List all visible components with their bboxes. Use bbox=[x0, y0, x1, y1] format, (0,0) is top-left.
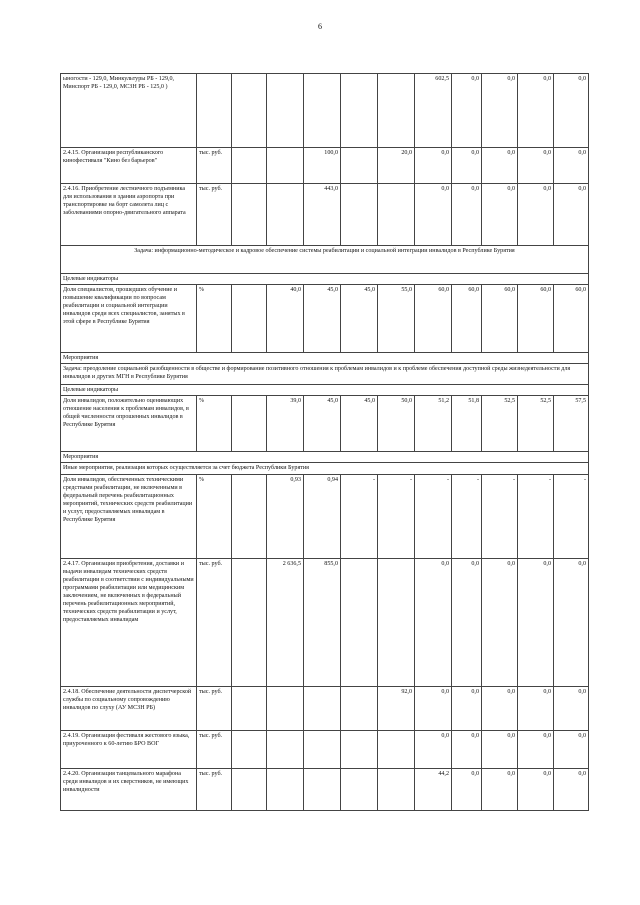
value-cell bbox=[341, 184, 378, 246]
value-cell: 45,0 bbox=[304, 285, 341, 353]
value-cell: 0,0 bbox=[452, 687, 482, 731]
table-row bbox=[61, 396, 589, 452]
value-cell bbox=[341, 559, 378, 687]
value-cell: 0,0 bbox=[452, 184, 482, 246]
value-cell bbox=[304, 74, 341, 148]
value-cell: 0,0 bbox=[415, 148, 452, 184]
value-cell: 0,0 bbox=[415, 184, 452, 246]
value-cell: 0,0 bbox=[452, 74, 482, 148]
row-unit: тыс. руб. bbox=[197, 769, 232, 811]
empty-cell bbox=[232, 396, 267, 452]
value-cell bbox=[378, 769, 415, 811]
empty-cell bbox=[232, 285, 267, 353]
value-cell: 0,0 bbox=[554, 184, 589, 246]
value-cell bbox=[341, 769, 378, 811]
value-cell: 0,0 bbox=[518, 148, 554, 184]
value-cell: 0,0 bbox=[415, 731, 452, 769]
value-cell bbox=[267, 148, 304, 184]
value-cell: 45,0 bbox=[341, 285, 378, 353]
value-cell: 52,5 bbox=[518, 396, 554, 452]
table-row bbox=[61, 285, 589, 353]
value-cell: - bbox=[518, 475, 554, 559]
value-cell bbox=[267, 687, 304, 731]
row-unit: тыс. руб. bbox=[197, 687, 232, 731]
value-cell bbox=[341, 74, 378, 148]
section-row bbox=[61, 364, 589, 385]
value-cell: 60,0 bbox=[554, 285, 589, 353]
value-cell: 2 636,5 bbox=[267, 559, 304, 687]
value-cell bbox=[378, 184, 415, 246]
value-cell: 602,5 bbox=[415, 74, 452, 148]
row-unit bbox=[197, 74, 232, 148]
value-cell: - bbox=[415, 475, 452, 559]
value-cell: 45,0 bbox=[304, 396, 341, 452]
value-cell bbox=[304, 769, 341, 811]
value-cell bbox=[378, 559, 415, 687]
value-cell bbox=[378, 74, 415, 148]
row-name: 2.4.18. Обеспечение деятельности диспетчерской службы по социальному сопровождению инвалидов по слуху (АУ МСЗН РБ) bbox=[61, 687, 197, 731]
table-row bbox=[61, 74, 589, 148]
value-cell: 40,0 bbox=[267, 285, 304, 353]
section-heading: Мероприятия bbox=[61, 353, 589, 364]
value-cell bbox=[304, 731, 341, 769]
empty-cell bbox=[232, 184, 267, 246]
row-unit: тыс. руб. bbox=[197, 559, 232, 687]
value-cell: 0,0 bbox=[482, 184, 518, 246]
row-name: Доля специалистов, прошедших обучение и повышение квалификации по вопросам реабилитации и социальной интеграции инвалидов среди всех специалистов, занятых в этой сфере в Республике Бурятия bbox=[61, 285, 197, 353]
value-cell: - bbox=[378, 475, 415, 559]
row-name: 2.4.19. Организация фестиваля жестового языка, приуроченного к 60-летию БРО ВОГ bbox=[61, 731, 197, 769]
empty-cell bbox=[232, 148, 267, 184]
value-cell bbox=[341, 731, 378, 769]
value-cell bbox=[267, 731, 304, 769]
section-heading: Мероприятия bbox=[61, 452, 589, 463]
value-cell: 52,5 bbox=[482, 396, 518, 452]
value-cell bbox=[304, 687, 341, 731]
value-cell: 0,0 bbox=[518, 184, 554, 246]
table-row bbox=[61, 184, 589, 246]
value-cell: 0,0 bbox=[554, 687, 589, 731]
value-cell: 57,5 bbox=[554, 396, 589, 452]
value-cell: 60,0 bbox=[415, 285, 452, 353]
value-cell: 0,0 bbox=[482, 74, 518, 148]
section-row bbox=[61, 452, 589, 463]
page-number: 6 bbox=[318, 22, 322, 31]
row-name: 2.4.16. Приобретение лестничного подъемника для использования в здании аэропорта при транспортировке на борт самолета лиц с заболеваниями опорно-двигательного аппарата bbox=[61, 184, 197, 246]
value-cell: 60,0 bbox=[452, 285, 482, 353]
value-cell: 0,0 bbox=[518, 74, 554, 148]
section-row bbox=[61, 463, 589, 475]
section-row bbox=[61, 246, 589, 274]
row-unit: % bbox=[197, 396, 232, 452]
value-cell: 0,0 bbox=[554, 559, 589, 687]
value-cell: 39,0 bbox=[267, 396, 304, 452]
value-cell: 92,0 bbox=[378, 687, 415, 731]
empty-cell bbox=[232, 687, 267, 731]
value-cell: 0,0 bbox=[452, 731, 482, 769]
row-unit: % bbox=[197, 475, 232, 559]
value-cell: 45,0 bbox=[341, 396, 378, 452]
section-heading: Задача: преодоление социальной разобщенности в обществе и формирование позитивного отношения к проблемам инвалидов и к проблеме обеспечения доступной среды жизнедеятельности для инвалидов и других МГН в Республике Бурятия bbox=[61, 364, 589, 385]
table-body bbox=[61, 74, 589, 811]
value-cell: 51,2 bbox=[415, 396, 452, 452]
value-cell: 0,0 bbox=[518, 731, 554, 769]
value-cell: 443,0 bbox=[304, 184, 341, 246]
section-row bbox=[61, 274, 589, 285]
value-cell: 44,2 bbox=[415, 769, 452, 811]
value-cell: 60,0 bbox=[518, 285, 554, 353]
row-unit: тыс. руб. bbox=[197, 184, 232, 246]
value-cell: 0,0 bbox=[482, 148, 518, 184]
value-cell bbox=[267, 74, 304, 148]
value-cell: - bbox=[554, 475, 589, 559]
value-cell: - bbox=[452, 475, 482, 559]
empty-cell bbox=[232, 769, 267, 811]
value-cell: 855,0 bbox=[304, 559, 341, 687]
value-cell: 50,0 bbox=[378, 396, 415, 452]
empty-cell bbox=[232, 559, 267, 687]
table-row bbox=[61, 769, 589, 811]
value-cell: 51,8 bbox=[452, 396, 482, 452]
value-cell: 0,0 bbox=[554, 148, 589, 184]
section-heading: Задача: информационно-методическое и кадровое обеспечение системы реабилитации и социальной интеграции инвалидов в Республике Бурятия bbox=[61, 246, 589, 274]
row-name: 2.4.20. Организация танцевального марафона среди инвалидов и их сверстников, не имеющих инвалидности bbox=[61, 769, 197, 811]
value-cell bbox=[378, 731, 415, 769]
table-row bbox=[61, 148, 589, 184]
value-cell: 0,0 bbox=[482, 687, 518, 731]
empty-cell bbox=[232, 731, 267, 769]
empty-cell bbox=[232, 475, 267, 559]
table-row bbox=[61, 687, 589, 731]
value-cell: - bbox=[482, 475, 518, 559]
value-cell: 0,0 bbox=[554, 769, 589, 811]
row-name: 2.4.17. Организация приобретения, доставки и выдачи инвалидам технических средств реабилитации в соответствии с индивидуальными программами реабилитации или медицинским заключением, не включенных в федеральный перечень реабилитационных мероприятий, технических средств реабилитации и услут, предоставляемых инвалидам bbox=[61, 559, 197, 687]
row-name: ыногости - 129,0, Минкультуры РБ - 129,0, Минспорт РБ - 129,0, МСЗН РБ - 125,0 ) bbox=[61, 74, 197, 148]
row-unit: тыс. руб. bbox=[197, 148, 232, 184]
value-cell: 0,0 bbox=[415, 559, 452, 687]
table-row bbox=[61, 559, 589, 687]
value-cell: 0,0 bbox=[554, 731, 589, 769]
value-cell bbox=[341, 148, 378, 184]
value-cell: 0,0 bbox=[452, 769, 482, 811]
value-cell: 0,0 bbox=[482, 559, 518, 687]
section-row bbox=[61, 385, 589, 396]
value-cell: 0,0 bbox=[518, 687, 554, 731]
table-row bbox=[61, 731, 589, 769]
row-unit: тыс. руб. bbox=[197, 731, 232, 769]
section-heading: Иные мероприятия, реализация которых осуществляется за счет бюджета Республики Бурятия bbox=[61, 463, 589, 475]
value-cell bbox=[267, 769, 304, 811]
value-cell: 60,0 bbox=[482, 285, 518, 353]
value-cell: 0,93 bbox=[267, 475, 304, 559]
program-table bbox=[60, 73, 589, 811]
row-unit: % bbox=[197, 285, 232, 353]
section-heading: Целевые индикаторы bbox=[61, 385, 589, 396]
section-heading: Целевые индикаторы bbox=[61, 274, 589, 285]
section-row bbox=[61, 353, 589, 364]
value-cell: 0,0 bbox=[452, 148, 482, 184]
row-name: 2.4.15. Организация республиканского кинофестиваля "Кино без барьеров" bbox=[61, 148, 197, 184]
row-name: Доля инвалидов, положительно оценивающих отношение населения к проблемам инвалидов, в общей численности опрошенных инвалидов в Республике Бурятия bbox=[61, 396, 197, 452]
row-name: Доля инвалидов, обеспеченных техническими средствами реабилитации, не включенными в федеральный перечень реабилитационных мероприятий, технических средств реабилитации и услут, предоставляемых инвалидам в Республике Бурятия bbox=[61, 475, 197, 559]
value-cell: 20,0 bbox=[378, 148, 415, 184]
value-cell: - bbox=[341, 475, 378, 559]
value-cell: 0,94 bbox=[304, 475, 341, 559]
value-cell bbox=[267, 184, 304, 246]
value-cell: 0,0 bbox=[482, 731, 518, 769]
value-cell: 0,0 bbox=[554, 74, 589, 148]
empty-cell bbox=[232, 74, 267, 148]
value-cell: 0,0 bbox=[452, 559, 482, 687]
value-cell: 0,0 bbox=[518, 559, 554, 687]
value-cell: 0,0 bbox=[518, 769, 554, 811]
value-cell: 100,0 bbox=[304, 148, 341, 184]
value-cell: 55,0 bbox=[378, 285, 415, 353]
value-cell: 0,0 bbox=[482, 769, 518, 811]
table-row bbox=[61, 475, 589, 559]
value-cell: 0,0 bbox=[415, 687, 452, 731]
value-cell bbox=[341, 687, 378, 731]
